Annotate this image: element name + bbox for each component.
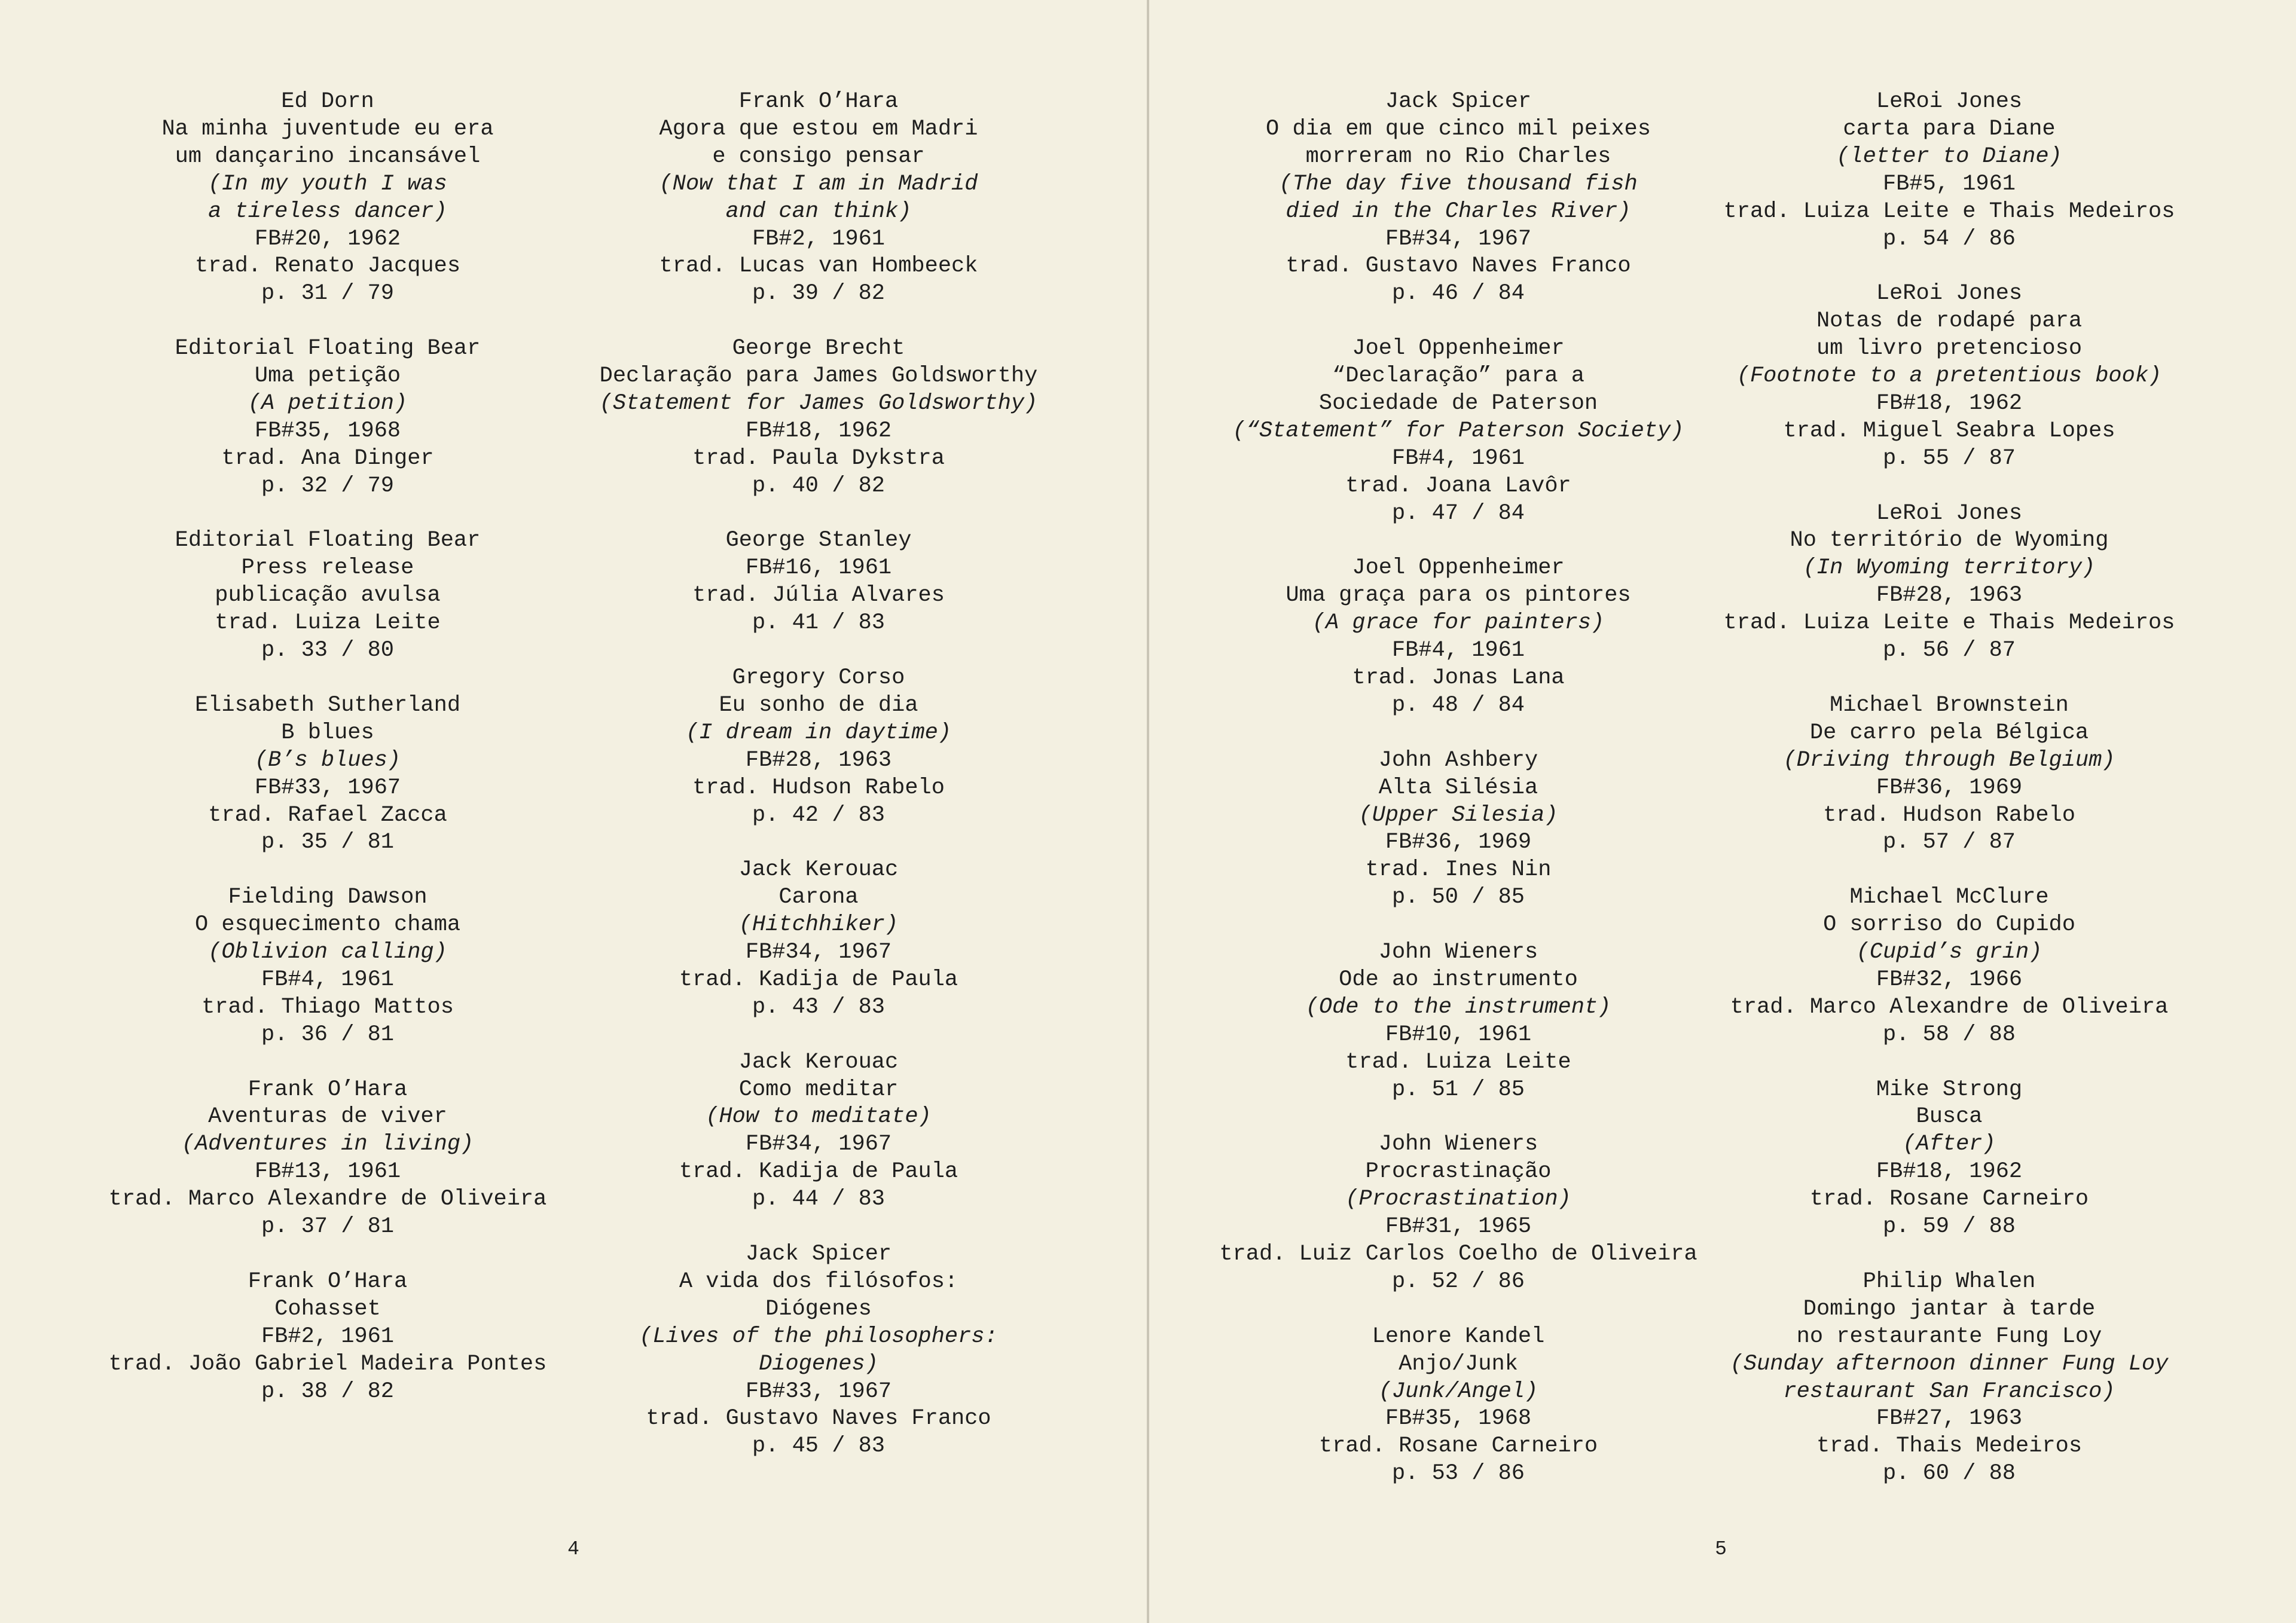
- contents-entry: [1195, 747, 1721, 912]
- entry-line: FB#4, 1961: [1391, 445, 1525, 471]
- entry-line: trad. Júlia Alvares: [692, 583, 945, 609]
- entry-line: trad. Luiza Leite e Thais Medeiros: [1723, 610, 2175, 636]
- entry-line: um livro pretencioso: [1816, 336, 2083, 362]
- entry-line: p. 59 / 88: [1882, 1214, 2016, 1240]
- entry-line: p. 57 / 87: [1882, 830, 2016, 855]
- right-page: [1148, 0, 2296, 1623]
- entry-line: Lenore Kandel: [1372, 1324, 1545, 1349]
- entry-line: (Now that I am in Madrid: [659, 171, 978, 197]
- entry-line: Cohasset: [274, 1296, 381, 1322]
- entry-line: p. 38 / 82: [261, 1379, 395, 1404]
- entry-line: Joel Oppenheimer: [1352, 555, 1565, 581]
- entry-line: trad. Miguel Seabra Lopes: [1783, 418, 2115, 444]
- entry-line: p. 35 / 81: [261, 830, 395, 855]
- entry-line: p. 58 / 88: [1882, 1022, 2016, 1047]
- entry-line: Fielding Dawson: [228, 885, 428, 910]
- entry-line: O esquecimento chama: [194, 912, 461, 938]
- entry-line: p. 54 / 86: [1882, 226, 2016, 252]
- entry-line: p. 53 / 86: [1391, 1461, 1525, 1487]
- entry-line: FB#32, 1966: [1876, 967, 2023, 992]
- entry-line: p. 55 / 87: [1882, 445, 2016, 471]
- entry-line: trad. Rosane Carneiro: [1809, 1187, 2089, 1212]
- entry-line: (Cupid’s grin): [1856, 940, 2042, 965]
- contents-entry: [1686, 1077, 2212, 1241]
- entry-line: John Wieners: [1378, 940, 1538, 965]
- entry-line: O sorriso do Cupido: [1823, 912, 2075, 938]
- entry-line: trad. Thais Medeiros: [1816, 1434, 2083, 1459]
- entry-line: FB#5, 1961: [1882, 171, 2016, 197]
- entry-line: p. 44 / 83: [752, 1187, 886, 1212]
- entry-line: Eu sonho de dia: [719, 692, 918, 718]
- contents-entry: [1195, 939, 1721, 1104]
- entry-line: Anjo/Junk: [1399, 1351, 1518, 1377]
- entry-line: p. 46 / 84: [1391, 281, 1525, 307]
- entry-line: p. 45 / 83: [752, 1434, 886, 1459]
- contents-entry: [1686, 280, 2212, 472]
- entry-line: um dançarino incansável: [175, 143, 481, 169]
- entry-line: FB#28, 1963: [1876, 583, 2023, 609]
- entry-line: Agora que estou em Madri: [659, 116, 978, 142]
- entry-line: (I dream in daytime): [685, 720, 952, 745]
- entry-line: p. 60 / 88: [1882, 1461, 2016, 1487]
- contents-entry: [65, 1269, 591, 1406]
- entry-line: FB#35, 1968: [254, 418, 401, 444]
- entry-line: Elisabeth Sutherland: [194, 692, 461, 718]
- entry-line: Carona: [778, 885, 859, 910]
- entry-line: FB#34, 1967: [1385, 226, 1532, 252]
- entry-line: Notas de rodapé para: [1816, 308, 2083, 334]
- entry-line: FB#18, 1962: [745, 418, 892, 444]
- contents-entry: [65, 527, 591, 665]
- contents-column: [1195, 88, 1721, 1515]
- entry-line: trad. Joana Lavôr: [1345, 473, 1571, 499]
- entry-line: (B’s blues): [254, 747, 401, 773]
- entry-line: trad. Luiza Leite e Thais Medeiros: [1723, 198, 2175, 224]
- entry-line: p. 43 / 83: [752, 994, 886, 1020]
- entry-line: p. 40 / 82: [752, 473, 886, 499]
- entry-line: (Driving through Belgium): [1783, 747, 2115, 773]
- entry-line: Gregory Corso: [732, 665, 905, 690]
- entry-line: (In Wyoming territory): [1803, 555, 2096, 581]
- contents-entry: [1686, 500, 2212, 665]
- entry-line: p. 47 / 84: [1391, 500, 1525, 526]
- entry-line: FB#34, 1967: [745, 1132, 892, 1157]
- entry-line: John Wieners: [1378, 1132, 1538, 1157]
- entry-line: FB#13, 1961: [254, 1159, 401, 1185]
- contents-entry: [555, 665, 1082, 829]
- entry-line: Busca: [1916, 1104, 1983, 1130]
- entry-line: (Adventures in living): [181, 1132, 474, 1157]
- entry-line: trad. Rafael Zacca: [208, 802, 447, 828]
- entry-line: p. 52 / 86: [1391, 1269, 1525, 1294]
- entry-line: Diógenes: [765, 1296, 872, 1322]
- entry-line: Diogenes): [759, 1351, 878, 1377]
- entry-line: Mike Strong: [1876, 1077, 2023, 1102]
- entry-line: p. 42 / 83: [752, 802, 886, 828]
- entry-line: (Upper Silesia): [1358, 802, 1558, 828]
- entry-line: trad. Renato Jacques: [194, 253, 461, 279]
- entry-line: p. 56 / 87: [1882, 638, 2016, 664]
- entry-line: Press release: [241, 555, 414, 581]
- entry-line: George Stanley: [725, 528, 912, 554]
- entry-line: Ode ao instrumento: [1339, 967, 1578, 992]
- entry-line: FB#20, 1962: [254, 226, 401, 252]
- entry-line: LeRoi Jones: [1876, 281, 2023, 307]
- entry-line: p. 39 / 82: [752, 281, 886, 307]
- entry-line: p. 32 / 79: [261, 473, 395, 499]
- entry-line: trad. Luiz Carlos Coelho de Oliveira: [1219, 1241, 1697, 1267]
- contents-entry: [555, 335, 1082, 500]
- entry-line: (letter to Diane): [1836, 143, 2062, 169]
- entry-line: Philip Whalen: [1863, 1269, 2036, 1294]
- entry-line: A vida dos filósofos:: [679, 1269, 958, 1294]
- contents-entry: [555, 88, 1082, 308]
- entry-line: Editorial Floating Bear: [175, 528, 481, 554]
- entry-line: Michael Brownstein: [1830, 692, 2069, 718]
- contents-entry: [1195, 88, 1721, 308]
- entry-line: died in the Charles River): [1286, 198, 1631, 224]
- contents-entry: [555, 1241, 1082, 1460]
- entry-line: Declaração para James Goldsworthy: [599, 363, 1038, 389]
- contents-entry: [65, 692, 591, 857]
- entry-line: Domingo jantar à tarde: [1803, 1296, 2096, 1322]
- entry-line: p. 37 / 81: [261, 1214, 395, 1240]
- contents-entry: [65, 1077, 591, 1241]
- entry-line: p. 31 / 79: [261, 281, 395, 307]
- contents-entry: [65, 884, 591, 1049]
- entry-line: trad. Marco Alexandre de Oliveira: [1730, 994, 2169, 1020]
- entry-line: Michael McClure: [1849, 885, 2049, 910]
- entry-line: Jack Kerouac: [738, 857, 899, 883]
- contents-entry: [1686, 884, 2212, 1049]
- entry-line: (Footnote to a pretentious book): [1736, 363, 2162, 389]
- entry-line: Frank O’Hara: [738, 89, 899, 114]
- entry-line: trad. Ana Dinger: [221, 445, 434, 471]
- entry-line: Editorial Floating Bear: [175, 336, 481, 362]
- entry-line: FB#35, 1968: [1385, 1406, 1532, 1432]
- contents-column: [1686, 88, 2212, 1515]
- entry-line: (After): [1903, 1132, 1996, 1157]
- contents-column: [65, 88, 591, 1433]
- entry-line: a tireless dancer): [208, 198, 447, 224]
- entry-line: trad. Luiza Leite: [1345, 1049, 1571, 1075]
- entry-line: FB#4, 1961: [1391, 638, 1525, 664]
- entry-line: Como meditar: [738, 1077, 899, 1102]
- entry-line: trad. Kadija de Paula: [679, 1159, 958, 1185]
- entry-line: Jack Spicer: [1385, 89, 1532, 114]
- entry-line: trad. Kadija de Paula: [679, 967, 958, 992]
- entry-line: “Declaração” para a: [1332, 363, 1584, 389]
- entry-line: FB#34, 1967: [745, 940, 892, 965]
- entry-line: Uma petição: [254, 363, 401, 389]
- entry-line: trad. Rosane Carneiro: [1318, 1434, 1598, 1459]
- entry-line: p. 36 / 81: [261, 1022, 395, 1047]
- entry-line: O dia em que cinco mil peixes: [1266, 116, 1651, 142]
- entry-line: FB#2, 1961: [261, 1324, 395, 1349]
- entry-line: (In my youth I was: [208, 171, 447, 197]
- contents-entry: [555, 527, 1082, 637]
- entry-line: trad. Jonas Lana: [1352, 665, 1565, 690]
- entry-line: (How to meditate): [706, 1104, 932, 1130]
- entry-line: (The day five thousand fish: [1279, 171, 1638, 197]
- entry-line: restaurant San Francisco): [1783, 1379, 2115, 1404]
- entry-line: FB#4, 1961: [261, 967, 395, 992]
- contents-entry: [1686, 1269, 2212, 1488]
- entry-line: FB#28, 1963: [745, 747, 892, 773]
- entry-line: trad. Hudson Rabelo: [692, 775, 945, 800]
- entry-line: Jack Spicer: [745, 1241, 892, 1267]
- entry-line: FB#36, 1969: [1385, 830, 1532, 855]
- entry-line: Jack Kerouac: [738, 1049, 899, 1075]
- entry-line: (“Statement” for Paterson Society): [1232, 418, 1684, 444]
- entry-line: trad. Gustavo Naves Franco: [646, 1406, 991, 1432]
- page-number: 5: [1715, 1538, 1727, 1560]
- entry-line: John Ashbery: [1378, 747, 1538, 773]
- entry-line: FB#36, 1969: [1876, 775, 2023, 800]
- entry-line: FB#18, 1962: [1876, 1159, 2023, 1185]
- contents-entry: [1195, 1131, 1721, 1295]
- entry-line: publicação avulsa: [215, 583, 441, 609]
- entry-line: trad. Hudson Rabelo: [1823, 802, 2075, 828]
- entry-line: Joel Oppenheimer: [1352, 336, 1565, 362]
- entry-line: LeRoi Jones: [1876, 89, 2023, 114]
- entry-line: trad. Ines Nin: [1365, 857, 1552, 883]
- entry-line: (Lives of the philosophers:: [639, 1324, 998, 1349]
- entry-line: FB#33, 1967: [745, 1379, 892, 1404]
- entry-line: (Procrastination): [1345, 1187, 1571, 1212]
- entry-line: De carro pela Bélgica: [1809, 720, 2089, 745]
- entry-line: Aventuras de viver: [208, 1104, 447, 1130]
- entry-line: trad. Paula Dykstra: [692, 445, 945, 471]
- entry-line: (Junk/Angel): [1378, 1379, 1538, 1404]
- entry-line: Alta Silésia: [1378, 775, 1538, 800]
- entry-line: Frank O’Hara: [248, 1269, 408, 1294]
- entry-line: (Oblivion calling): [208, 940, 447, 965]
- entry-line: LeRoi Jones: [1876, 500, 2023, 526]
- entry-line: FB#16, 1961: [745, 555, 892, 581]
- entry-line: No território de Wyoming: [1790, 528, 2109, 554]
- contents-entry: [1686, 692, 2212, 857]
- contents-entry: [555, 857, 1082, 1021]
- entry-line: carta para Diane: [1843, 116, 2056, 142]
- entry-line: trad. Gustavo Naves Franco: [1286, 253, 1631, 279]
- entry-line: trad. Thiago Mattos: [201, 994, 454, 1020]
- entry-line: Uma graça para os pintores: [1286, 583, 1631, 609]
- entry-line: and can think): [725, 198, 912, 224]
- entry-line: B blues: [281, 720, 374, 745]
- entry-line: Frank O’Hara: [248, 1077, 408, 1102]
- contents-entry: [555, 1049, 1082, 1214]
- contents-entry: [1195, 335, 1721, 527]
- entry-line: Procrastinação: [1365, 1159, 1552, 1185]
- entry-line: Sociedade de Paterson: [1318, 390, 1598, 416]
- entry-line: (A petition): [248, 390, 408, 416]
- entry-line: FB#33, 1967: [254, 775, 401, 800]
- entry-line: p. 41 / 83: [752, 610, 886, 636]
- entry-line: (Hitchhiker): [738, 912, 899, 938]
- entry-line: p. 51 / 85: [1391, 1077, 1525, 1102]
- page-number: 4: [567, 1538, 579, 1560]
- contents-entry: [65, 335, 591, 500]
- entry-line: morreram no Rio Charles: [1305, 143, 1611, 169]
- entry-line: e consigo pensar: [712, 143, 925, 169]
- entry-line: FB#2, 1961: [752, 226, 886, 252]
- entry-line: p. 48 / 84: [1391, 692, 1525, 718]
- entry-line: FB#18, 1962: [1876, 390, 2023, 416]
- entry-line: FB#31, 1965: [1385, 1214, 1532, 1240]
- entry-line: (A grace for painters): [1312, 610, 1605, 636]
- entry-line: George Brecht: [732, 336, 905, 362]
- entry-line: p. 33 / 80: [261, 638, 395, 664]
- entry-line: trad. João Gabriel Madeira Pontes: [108, 1351, 547, 1377]
- entry-line: no restaurante Fung Loy: [1796, 1324, 2102, 1349]
- entry-line: trad. Lucas van Hombeeck: [659, 253, 978, 279]
- entry-line: trad. Marco Alexandre de Oliveira: [108, 1187, 547, 1212]
- contents-entry: [1686, 88, 2212, 253]
- entry-line: (Ode to the instrument): [1305, 994, 1611, 1020]
- contents-column: [555, 88, 1082, 1488]
- entry-line: FB#10, 1961: [1385, 1022, 1532, 1047]
- entry-line: Na minha juventude eu era: [161, 116, 494, 142]
- contents-entry: [65, 88, 591, 308]
- entry-line: Ed Dorn: [281, 89, 374, 114]
- entry-line: (Statement for James Goldsworthy): [599, 390, 1038, 416]
- entry-line: trad. Luiza Leite: [215, 610, 441, 636]
- contents-entry: [1195, 1324, 1721, 1488]
- entry-line: (Sunday afternoon dinner Fung Loy: [1730, 1351, 2169, 1377]
- entry-line: FB#27, 1963: [1876, 1406, 2023, 1432]
- entry-line: p. 50 / 85: [1391, 885, 1525, 910]
- contents-entry: [1195, 555, 1721, 719]
